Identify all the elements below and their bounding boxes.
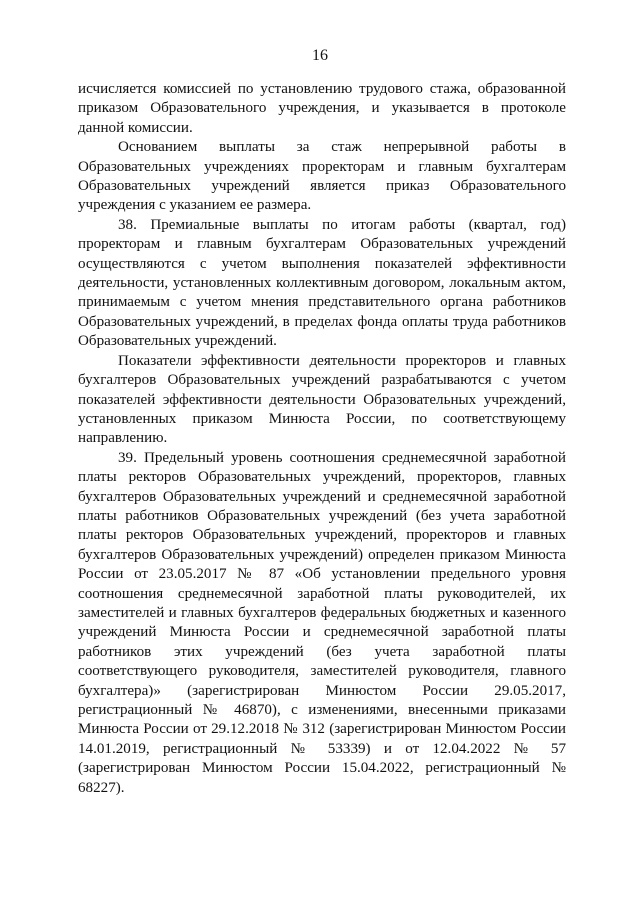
paragraph-performance-indicators: Показатели эффективности деятельности проректоров и главных бухгалтеров Образовательных учреждений разрабатываются с учетом показателей эффективности деятельности Образовательных учреждений, установленных приказом Минюста России, по соответствующему направлению. — [78, 352, 566, 447]
paragraph-seniority-basis: Основанием выплаты за стаж непрерывной работы в Образовательных учреждениях проректорам и главным бухгалтерам Образовательных учреждений является приказ Образовательного учреждения с указанием ее размера. — [78, 139, 566, 214]
paragraph-continuation: исчисляется комиссией по установлению трудового стажа, образованной приказом Образовательного учреждения, и указывается в протоколе данной комиссии. — [78, 81, 566, 136]
page-number: 16 — [312, 47, 328, 64]
paragraph-38-bonus-payments: 38. Премиальные выплаты по итогам работы (квартал, год) проректорам и главным бухгалтерам Образовательных учреждений осуществляются с учетом выполнения показателей эффективности деятельности, установленных коллективным договором, локальным актом, принимаемым с учетом мнения представительного органа работников Образовательных учреждений, в пределах фонда оплаты труда работников Образовательных учреждений. — [78, 216, 566, 350]
paragraph-39-salary-ratio: 39. Предельный уровень соотношения среднемесячной заработной платы ректоров Образовательных учреждений, проректоров, главных бухгалтеров Образовательных учреждений и среднемесячной заработной платы работников Образовательных учреждений (без учета заработной платы ректоров Образовательных учреждений, проректоров и главных бухгалтеров Образовательных учреждений) определен приказом Минюста России от 23.05.2017 № 87 «Об установлении предельного уровня соотношения среднемесячной заработной платы руководителей, их заместителей и главных бухгалтеров федеральных бюджетных и казенного учреждений Минюста России и среднемесячной заработной платы работников этих учреждений (без учета заработной платы соответствующего руководителя, заместителей руководителя, главного бухгалтера)» (зарегистрирован Минюстом России 29.05.2017, регистрационный № 46870), с изменениями, внесенными приказами Минюста России от 29.12.2018 № 312 (зарегистрирован Минюстом России 14.01.2019, регистрационный № 53339) и от 12.04.2022 № 57 (зарегистрирован Минюстом России 15.04.2022, регистрационный № 68227). — [78, 449, 566, 796]
document-body — [78, 80, 566, 798]
